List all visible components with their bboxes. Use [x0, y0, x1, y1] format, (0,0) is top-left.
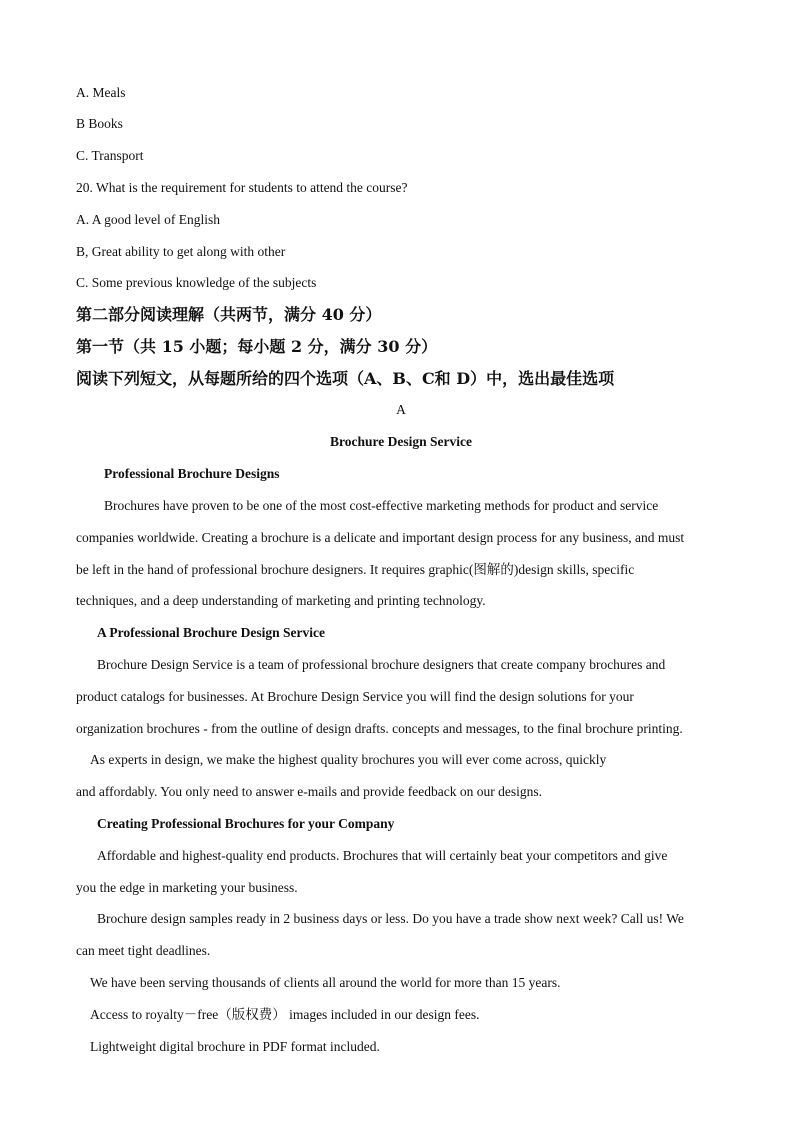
passage-letter: A: [396, 402, 406, 417]
paragraph-1-line-3: be left in the hand of professional brochure designers. It requires graphic(图解的)design skills, specific: [76, 562, 635, 577]
instruction: 阅读下列短文，从每题所给的四个选项（A、B、C和 D）中，选出最佳选项: [76, 369, 615, 388]
paragraph-1-line-4: techniques, and a deep understanding of marketing and printing technology.: [76, 593, 486, 608]
paragraph-5-line-2: can meet tight deadlines.: [76, 943, 211, 958]
paragraph-1-line-2: companies worldwide. Creating a brochure is a delicate and important design process for any business, and must: [76, 530, 685, 545]
subheading-creating-brochures: Creating Professional Brochures for your Company: [97, 816, 395, 831]
paragraph-1-line-1: Brochures have proven to be one of the most cost-effective marketing methods for product and service: [104, 498, 659, 513]
subheading-professional-designs: Professional Brochure Designs: [104, 466, 280, 481]
q20-stem: 20. What is the requirement for students to attend the course?: [76, 180, 408, 195]
q20-option-a: A. A good level of English: [76, 212, 220, 227]
passage-title: Brochure Design Service: [330, 434, 472, 449]
q20-option-c: C. Some previous knowledge of the subjects: [76, 275, 317, 290]
paragraph-4-line-2: you the edge in marketing your business.: [76, 880, 298, 895]
paragraph-5-line-1: Brochure design samples ready in 2 business days or less. Do you have a trade show next week? Call us! We: [97, 911, 684, 926]
paragraph-7: Access to royalty－free（版权费） images included in our design fees.: [90, 1007, 480, 1022]
part-title: 第二部分阅读理解（共两节，满分 40 分）: [76, 305, 382, 324]
q19-option-a: A. Meals: [76, 85, 126, 100]
paragraph-2-line-1: Brochure Design Service is a team of professional brochure designers that create company brochures and: [97, 657, 666, 672]
paragraph-2-line-2: product catalogs for businesses. At Brochure Design Service you will find the design solutions for your: [76, 689, 634, 704]
q19-option-c: C. Transport: [76, 148, 144, 163]
subheading-design-service: A Professional Brochure Design Service: [97, 625, 325, 640]
paragraph-8: Lightweight digital brochure in PDF format included.: [90, 1039, 380, 1054]
paragraph-4-line-1: Affordable and highest-quality end products. Brochures that will certainly beat your competitors and give: [97, 848, 668, 863]
paragraph-6: We have been serving thousands of clients all around the world for more than 15 years.: [90, 975, 561, 990]
q20-option-b: B, Great ability to get along with other: [76, 244, 286, 259]
paragraph-3-line-2: and affordably. You only need to answer e-mails and provide feedback on our designs.: [76, 784, 543, 799]
q19-option-b: B Books: [76, 116, 123, 131]
section-title: 第一节（共 15 小题；每小题 2 分，满分 30 分）: [76, 337, 438, 356]
paragraph-2-line-3: organization brochures - from the outline of design drafts. concepts and messages, to the final brochure printing.: [76, 721, 683, 736]
paragraph-3-line-1: As experts in design, we make the highest quality brochures you will ever come across, quickly: [90, 752, 607, 767]
